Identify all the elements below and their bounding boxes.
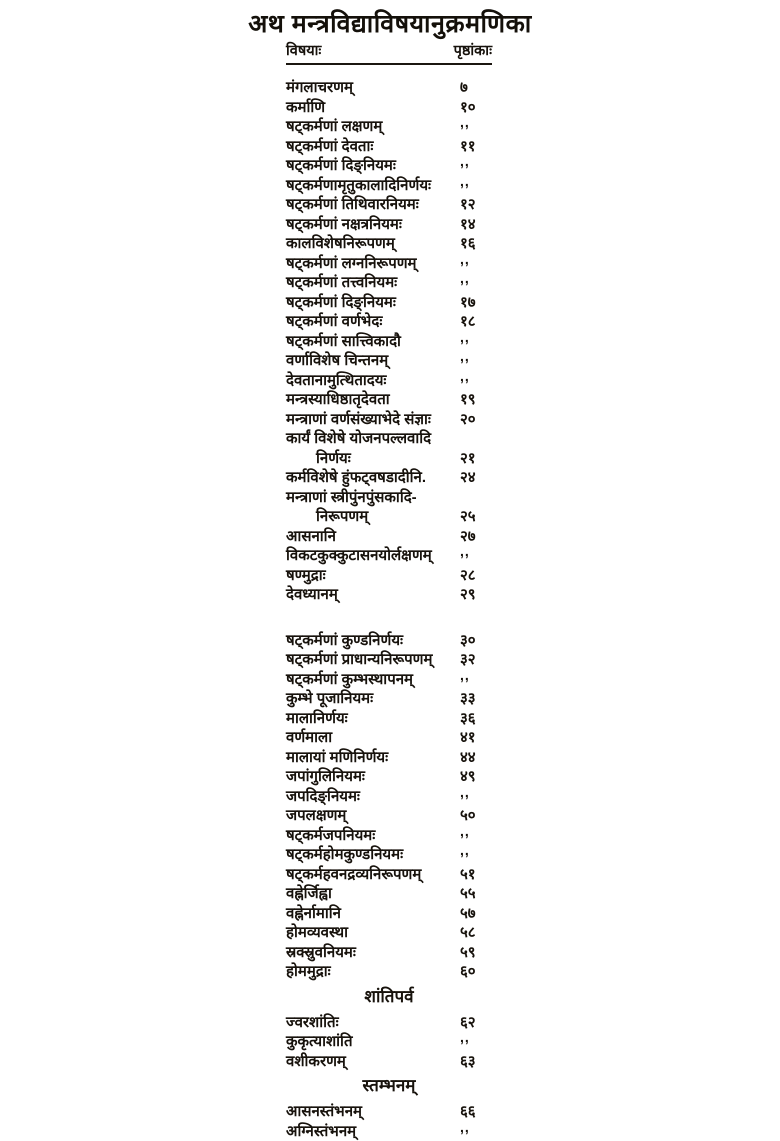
toc-entry-label: देवतानामुत्थितादयः (286, 371, 387, 389)
toc-entry-page-number: ,, (460, 172, 470, 189)
toc-row (286, 1031, 492, 1051)
toc-entry-label: षट्कर्महवनद्रव्यनिरूपणम् (286, 865, 422, 883)
toc-row (286, 389, 492, 409)
toc-entry-label: षट्कर्मणां सात्त्विकादौ (286, 332, 401, 350)
toc-entry-label: वशीकरणम् (286, 1052, 346, 1070)
toc-entry-label: षट्कर्मणां नक्षत्रनियमः (286, 215, 402, 233)
toc-entry-page-number: ,, (460, 1118, 470, 1135)
toc-entry-label: वह्नेर्जिह्वा (286, 885, 332, 902)
toc-row (286, 214, 492, 234)
toc-entry-page-number: ,, (460, 153, 470, 169)
toc-entry-page-number: ,, (460, 270, 470, 286)
toc-row (286, 506, 492, 526)
toc-row (286, 172, 492, 195)
toc-entry-label: षट्कर्मणां दिङ्नियमः (286, 293, 396, 311)
toc-row (286, 565, 492, 585)
toc-entry-page-number: ६२ (460, 1013, 476, 1031)
toc-entry-page-number: ,, (460, 842, 470, 858)
toc-entry-page-number: २१ (460, 449, 476, 467)
toc-entry-label: षट्कर्मणां देवताः (286, 137, 374, 155)
toc-entry-page-number: ५० (460, 807, 476, 824)
toc-entry-page-number: ३६ (460, 709, 476, 727)
toc-row (286, 666, 492, 689)
toc-entry-page-number: ६० (460, 963, 476, 980)
toc-entry-label: षट्कर्मणां कुम्भस्थापनम् (286, 670, 414, 688)
toc-entry-page-number: ,, (460, 328, 470, 345)
toc-entry-page-number: ,, (460, 348, 470, 364)
toc-entry-page-number: ,, (460, 114, 470, 130)
toc-row (286, 783, 492, 806)
toc-entry-label: आसनस्तंभनम् (286, 1103, 363, 1120)
toc-row (286, 194, 492, 214)
toc-entry-page-number: ६६ (460, 1103, 476, 1120)
toc-entry-label: मन्त्राणां वर्णसंख्याभेदे संज्ञाः (286, 410, 431, 428)
toc-entry-label: कुम्भे पूजानियमः (286, 690, 374, 707)
toc-entry-page-number: ,, (460, 367, 470, 384)
toc-entry-page-number: २९ (460, 586, 476, 603)
toc-row (286, 883, 492, 903)
toc-entry-label: मालायां मणिनिर्णयः (286, 748, 389, 766)
toc-entry-label: मन्त्राणां स्त्रीपुंनपुंसकादि- (286, 488, 417, 506)
toc-entry-page-number: ६३ (460, 1052, 476, 1070)
toc-entry-label: निर्णयः (316, 449, 351, 467)
toc-entry-label: षट्कर्मणां लग्ननिरूपणम् (286, 254, 417, 272)
toc-entry-label: जपदिङ्नियमः (286, 787, 360, 805)
toc-entry-label: वर्णमाला (286, 729, 333, 746)
toc-entry-label: षट्कर्मणां तिथिवारनियमः (286, 196, 419, 213)
toc-rows (286, 77, 492, 1140)
toc-section-heading: शांतिपर्व (364, 986, 414, 1006)
toc-entry-label: होमव्यवस्था (286, 924, 348, 941)
toc-row (286, 942, 492, 962)
toc-row (286, 844, 492, 864)
toc-entry-page-number: ३२ (460, 651, 476, 668)
toc-entry-label: होममुद्राः (286, 963, 331, 980)
toc-entry-label: ज्वरशांतिः (286, 1013, 339, 1031)
toc-entry-page-number: ,, (460, 250, 470, 267)
toc-entry-label: कुकृत्याशांति (286, 1033, 353, 1050)
toc-entry-page-number: ,, (460, 666, 470, 683)
toc-entry-label: कर्माणि (286, 98, 326, 116)
toc-entry-page-number: ५५ (460, 885, 476, 902)
toc-entry-label: षट्कर्मणां लक्षणम् (286, 118, 383, 135)
toc-entry-page-number: ११ (460, 137, 476, 155)
toc-entry-page-number: १२ (460, 196, 476, 213)
toc-row (286, 747, 492, 767)
toc-entry-label: वर्णाविशेष चिन्तनम् (286, 352, 389, 369)
toc-entry-label: अग्निस्तंभनम् (286, 1122, 357, 1140)
toc-entry-label: विकटकुक्कुटासनयोर्लक्षणम् (286, 547, 432, 564)
toc-entry-label: निरूपणम् (316, 508, 369, 525)
toc-entry-page-number: १९ (460, 391, 476, 408)
toc-entry-page-number: १० (460, 98, 476, 116)
toc-entry-label: मालानिर्णयः (286, 709, 348, 727)
toc-row (286, 367, 492, 390)
toc-entry-page-number: १८ (460, 313, 476, 330)
toc-entry-page-number: ४४ (460, 748, 476, 766)
section-gap (286, 604, 492, 630)
toc-entry-page-number: ,, (460, 783, 470, 800)
page-title: अथ मन्त्रविद्याविषयानुक्रमणिका (248, 10, 532, 38)
toc-entry-label: कालविशेषनिरूपणम् (286, 235, 395, 252)
toc-entry-page-number: ५७ (460, 904, 476, 922)
toc-entry-label: षट्कर्महोमकुण्डनियमः (286, 846, 404, 863)
toc-entry-page-number: ,, (460, 822, 470, 839)
toc-row (286, 292, 492, 312)
header-rule (286, 63, 492, 65)
toc-row (286, 961, 492, 981)
toc-section-heading: स्तम्भनम् (362, 1076, 416, 1095)
toc-entry-page-number: २४ (460, 469, 476, 486)
toc-row (286, 864, 492, 884)
toc-entry-label: मंगलाचरणम् (286, 79, 353, 96)
toc-entry-label: कर्मविशेषे हुंफट्वषडादीनि. (286, 469, 426, 486)
table-of-contents (286, 40, 492, 1140)
toc-row (286, 630, 492, 650)
toc-entry-page-number: १७ (460, 293, 476, 311)
toc-row (286, 116, 492, 136)
column-header-subject: विषयाः (286, 43, 322, 59)
toc-entry-page-number: २८ (460, 566, 476, 584)
toc-entry-label: षट्कर्मणां तत्त्वनियमः (286, 274, 398, 291)
toc-row (286, 727, 492, 747)
toc-entry-label: देवध्यानम् (286, 586, 338, 603)
toc-entry-page-number: ५९ (460, 943, 476, 961)
toc-entry-page-number: १६ (460, 235, 476, 252)
toc-row (286, 409, 492, 429)
toc-entry-label: षट्कर्मणां प्राधान्यनिरूपणम् (286, 651, 433, 668)
toc-row (286, 77, 492, 97)
toc-row (286, 545, 492, 565)
toc-entry-page-number: ,, (460, 543, 470, 559)
toc-row (286, 688, 492, 708)
toc-row (286, 1051, 492, 1071)
toc-entry-label: आसनानि (286, 527, 336, 545)
toc-entry-page-number: १४ (460, 215, 476, 233)
toc-entry-label: कार्यं विशेषे योजनपल्लवादि (286, 430, 432, 447)
toc-entry-label: षट्कर्मजपनियमः (286, 826, 376, 844)
toc-entry-label: षट्कर्मणां दिङ्नियमः (286, 157, 396, 174)
toc-row (286, 922, 492, 942)
toc-entry-label: स्रक्स्रुवनियमः (286, 943, 356, 961)
toc-entry-page-number: ५८ (460, 924, 476, 941)
toc-entry-page-number: ,, (460, 1029, 470, 1045)
toc-row (286, 584, 492, 604)
toc-entry-page-number: ५१ (460, 865, 476, 883)
toc-entry-page-number: २० (460, 410, 476, 428)
toc-row (286, 272, 492, 292)
toc-entry-page-number: ७ (460, 79, 468, 96)
toc-entry-label: षट्कर्मणामृतुकालादिनिर्णयः (286, 176, 432, 194)
toc-entry-page-number: २५ (460, 508, 476, 525)
toc-entry-label: जपलक्षणम् (286, 807, 347, 824)
toc-entry-page-number: ३३ (460, 690, 476, 707)
toc-entry-label: षट्कर्मणां कुण्डनिर्णयः (286, 631, 404, 649)
toc-row (286, 1118, 492, 1141)
toc-row (286, 487, 492, 507)
toc-entry-label: मन्त्रस्याधिष्ठातृदेवता (286, 391, 390, 408)
toc-entry-label: षट्कर्मणां वर्णभेदः (286, 313, 383, 330)
toc-entry-page-number: ४१ (460, 729, 476, 746)
toc-entry-page-number: ३० (460, 631, 476, 649)
toc-row (286, 903, 492, 923)
toc-row (286, 467, 492, 487)
column-headers (286, 40, 492, 63)
toc-entry-label: वह्नेर्नामानि (286, 904, 341, 922)
toc-entry-label: षण्मुद्राः (286, 566, 326, 584)
toc-row (286, 448, 492, 468)
column-header-page-number: पृष्ठांकाः (453, 43, 492, 59)
toc-entry-page-number: ४९ (460, 768, 476, 785)
toc-entry-page-number: २७ (460, 527, 476, 545)
toc-row (286, 708, 492, 728)
toc-row (286, 428, 492, 448)
toc-entry-label: जपांगुलिनियमः (286, 768, 365, 785)
